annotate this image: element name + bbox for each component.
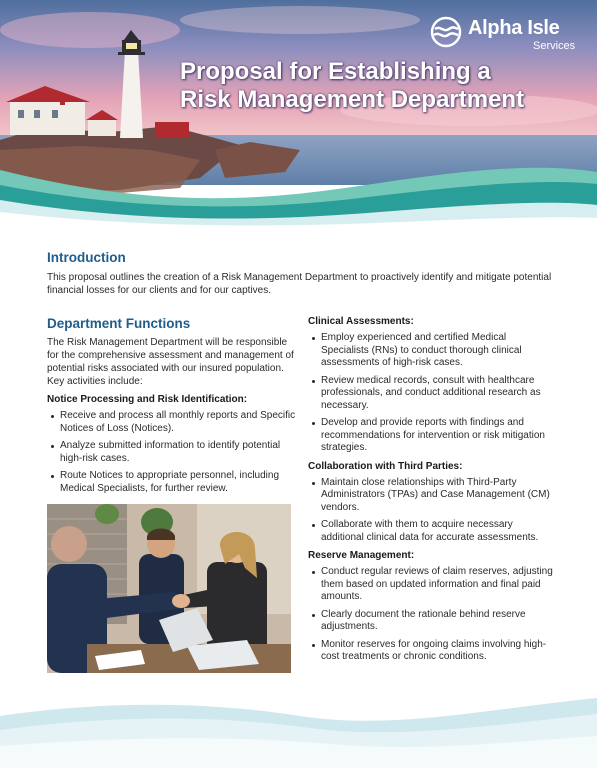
- list-item: Clearly document the rationale behind reserve adjustments.: [308, 609, 556, 634]
- page-title-line-2: Risk Management Department: [180, 86, 525, 113]
- brand-logo: [430, 14, 590, 54]
- third-party-collaboration-list: [308, 477, 556, 545]
- list-item: Monitor reserves for ongoing claims involving high-cost treatments or chronic conditions.: [308, 639, 556, 664]
- introduction-body: This proposal outlines the creation of a Risk Management Department to proactively identify and mitigate potential financial losses for our clients and for our captives.: [47, 272, 552, 296]
- hero-banner: [0, 0, 597, 230]
- notice-processing-heading: Notice Processing and Risk Identification:: [47, 394, 248, 405]
- department-functions-section: [47, 316, 297, 500]
- brand-tagline: Services: [533, 40, 576, 52]
- waves-logo-icon: [430, 16, 462, 48]
- list-item: Conduct regular reviews of claim reserves, adjusting them based on updated information and final paid amounts.: [308, 566, 556, 604]
- list-item: Collaborate with them to acquire necessary additional clinical data for accurate assessments.: [308, 519, 556, 544]
- page-title: [180, 58, 590, 114]
- notice-processing-list: [47, 410, 297, 495]
- brand-name: Alpha Isle: [468, 17, 560, 39]
- clinical-assessments-heading: Clinical Assessments:: [308, 316, 414, 327]
- list-item: Review medical records, consult with healthcare professionals, and conduct additional research as necessary.: [308, 375, 556, 413]
- list-item: Analyze submitted information to identify potential high-risk cases.: [47, 440, 297, 465]
- list-item: Develop and provide reports with findings and recommendations for intervention or risk mitigation strategies.: [308, 417, 556, 455]
- department-functions-body: The Risk Management Department will be responsible for the comprehensive assessment and management of potential risks associated with our insured population. Key activities include:: [47, 337, 294, 387]
- list-item: Receive and process all monthly reports and Specific Notices of Loss (Notices).: [47, 410, 297, 435]
- clinical-assessments-list: [308, 332, 556, 455]
- list-item: Employ experienced and certified Medical Specialists (RNs) to conduct thorough clinical assessments of high-risk cases.: [308, 332, 556, 370]
- footer-wave: [0, 690, 597, 768]
- business-handshake-photo: [47, 504, 291, 673]
- introduction-heading: Introduction: [47, 250, 126, 265]
- department-functions-heading: Department Functions: [47, 316, 191, 331]
- decorative-wave: [0, 690, 597, 768]
- introduction-section: [47, 250, 567, 297]
- reserve-management-list: [308, 566, 556, 664]
- decorative-wave: [0, 150, 597, 230]
- third-party-collaboration-heading: Collaboration with Third Parties:: [308, 460, 463, 472]
- page-title-line-1: Proposal for Establishing a: [180, 58, 491, 85]
- handshake-illustration: [47, 504, 291, 673]
- list-item: Maintain close relationships with Third-Party Administrators (TPAs) and Case Management (CM) vendors.: [308, 477, 556, 515]
- list-item: Route Notices to appropriate personnel, including Medical Specialists, for further review.: [47, 470, 297, 495]
- reserve-management-heading: Reserve Management:: [308, 550, 415, 561]
- functions-continued-section: [308, 314, 556, 669]
